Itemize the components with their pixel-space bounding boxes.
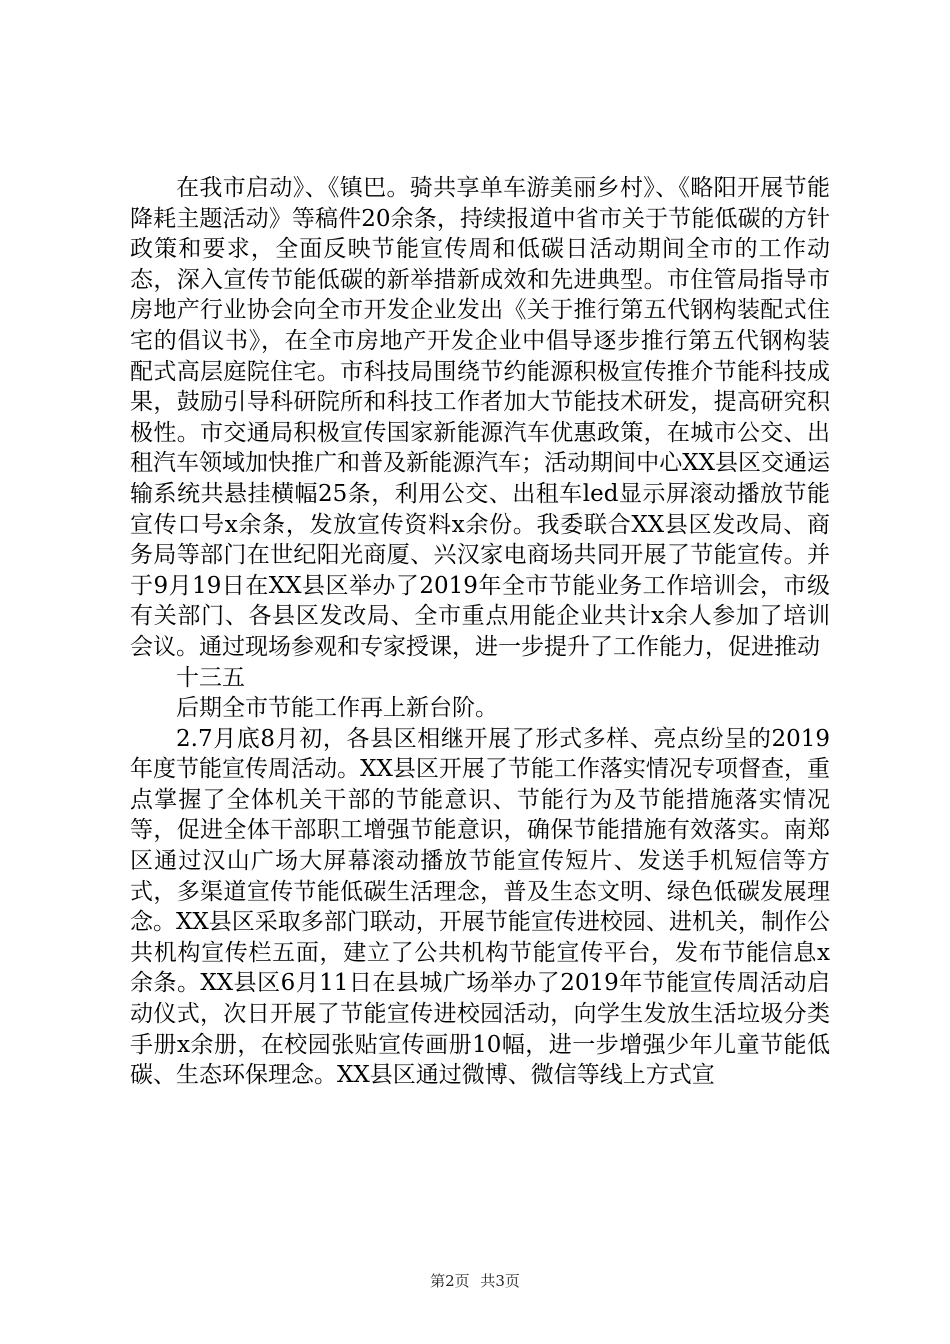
page-total: 共3页 <box>480 1272 520 1290</box>
document-body <box>130 173 830 1091</box>
page-footer <box>0 1271 950 1291</box>
paragraph: 2.7月底8月初，各县区相继开展了形式多样、亮点纷呈的2019年度节能宣传周活动。XX县区开展了节能工作落实情况专项督查，重点掌握了全体机关干部的节能意识、节能行为及节能措施落实情况等，促进全体干部职工增强节能意识，确保节能措施有效落实。南郑区通过汉山广场大屏幕滚动播放节能宣传短片、发送手机短信等方式，多渠道宣传节能低碳生活理念，普及生态文明、绿色低碳发展理念。XX县区采取多部门联动，开展节能宣传进校园、进机关，制作公共机构宣传栏五面，建立了公共机构节能宣传平台，发布节能信息x余条。XX县区6月11日在县城广场举办了2019年节能宣传周活动启动仪式，次日开展了节能宣传进校园活动，向学生发放生活垃圾分类手册x余册，在校园张贴宣传画册10幅，进一步增强少年儿童节能低碳、生态环保理念。XX县区通过微博、微信等线上方式宣 <box>130 725 830 1089</box>
paragraph: 在我市启动》、《镇巴。骑共享单车游美丽乡村》、《略阳开展节能降耗主题活动》等稿件20余条，持续报道中省市关于节能低碳的方针政策和要求，全面反映节能宣传周和低碳日活动期间全市的工作动态，深入宣传节能低碳的新举措新成效和先进典型。市住管局指导市房地产行业协会向全市开发企业发出《关于推行第五代钢构装配式住宅的倡议书》，在全市房地产开发企业中倡导逐步推行第五代钢构装配式高层庭院住宅。市科技局围绕节约能源积极宣传推介节能科技成果，鼓励引导科研院所和科技工作者加大节能技术研发，提高研究积极性。市交通局积极宣传国家新能源汽车优惠政策，在城市公交、出租汽车领域加快推广和普及新能源汽车；活动期间中心XX县区交通运输系统共悬挂横幅25条，利用公交、出租车led显示屏滚动播放节能宣传口号x余条，发放宣传资料x余份。我委联合XX县区发改局、商务局等部门在世纪阳光商厦、兴汉家电商场共同开展了节能宣传。并于9月19日在XX县区举办了2019年全市节能业务工作培训会，市级有关部门、各县区发改局、全市重点用能企业共计x余人参加了培训会议。通过现场参观和专家授课，进一步提升了工作能力，促进推动 <box>130 175 830 660</box>
page-number: 第2页 <box>430 1272 470 1290</box>
paragraph: 十三五 <box>176 664 245 691</box>
paragraph: 后期全市节能工作再上新台阶。 <box>176 695 498 722</box>
